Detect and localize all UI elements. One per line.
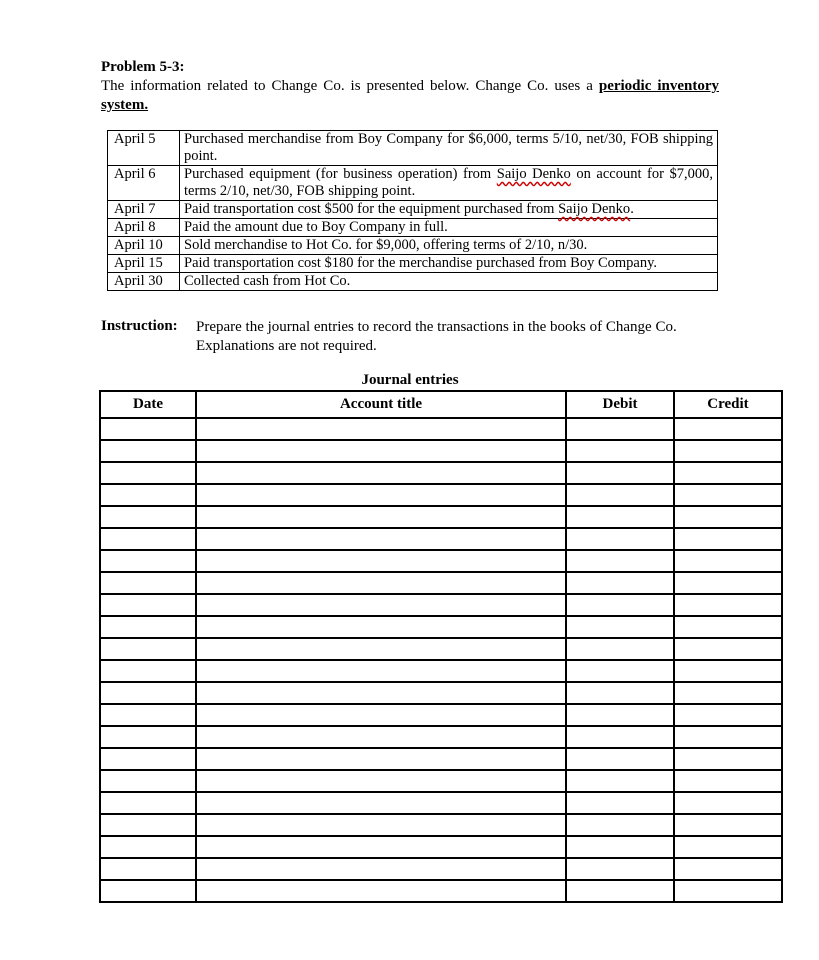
debit-cell[interactable] [566,770,674,792]
debit-cell[interactable] [566,572,674,594]
credit-header: Credit [674,391,782,418]
journal-row [100,506,782,528]
credit-cell[interactable] [674,440,782,462]
transaction-date: April 15 [108,255,180,273]
transaction-text-part: . [630,201,634,217]
account-title-cell[interactable] [196,484,566,506]
journal-row [100,594,782,616]
journal-row [100,770,782,792]
transaction-row [108,273,718,291]
debit-cell[interactable] [566,748,674,770]
account-title-cell[interactable] [196,440,566,462]
date-header: Date [100,391,196,418]
account-title-header: Account title [196,391,566,418]
date-cell[interactable] [100,594,196,616]
transaction-text [180,201,718,219]
credit-cell[interactable] [674,858,782,880]
journal-row [100,550,782,572]
credit-cell[interactable] [674,770,782,792]
journal-row [100,726,782,748]
account-title-cell[interactable] [196,792,566,814]
transaction-text: Purchased merchandise from Boy Company for $6,000, terms 5/10, net/30, FOB shipping point. [180,131,718,166]
credit-cell[interactable] [674,792,782,814]
credit-cell[interactable] [674,726,782,748]
credit-cell[interactable] [674,506,782,528]
account-title-cell[interactable] [196,572,566,594]
transaction-text: Paid transportation cost $180 for the merchandise purchased from Boy Company. [180,255,718,273]
journal-row [100,440,782,462]
account-title-cell[interactable] [196,638,566,660]
transaction-date: April 8 [108,219,180,237]
journal-title: Journal entries [361,372,459,388]
credit-cell[interactable] [674,484,782,506]
account-title-cell[interactable] [196,506,566,528]
account-title-cell[interactable] [196,836,566,858]
transaction-row [108,201,718,219]
date-cell[interactable] [100,418,196,440]
intro-text: The information related to Change Co. is presented below. Change Co. uses a [101,78,599,94]
credit-cell[interactable] [674,660,782,682]
debit-cell[interactable] [566,594,674,616]
transaction-text: Collected cash from Hot Co. [180,273,718,291]
debit-cell[interactable] [566,506,674,528]
credit-cell[interactable] [674,418,782,440]
journal-row [100,880,782,902]
date-cell[interactable] [100,814,196,836]
instruction-text: Prepare the journal entries to record the transactions in the books of Change Co. Explanations are not required. [196,319,677,354]
journal-body [100,418,782,902]
credit-cell[interactable] [674,572,782,594]
debit-cell[interactable] [566,484,674,506]
debit-cell[interactable] [566,792,674,814]
account-title-cell[interactable] [196,616,566,638]
journal-row [100,836,782,858]
journal-row [100,572,782,594]
journal-row [100,462,782,484]
credit-cell[interactable] [674,594,782,616]
debit-cell[interactable] [566,858,674,880]
transaction-text [180,166,718,201]
journal-row [100,660,782,682]
transaction-row [108,237,718,255]
vendor-name: Saijo Denko [496,166,571,182]
journal-header-row [100,391,782,418]
account-title-cell[interactable] [196,594,566,616]
journal-row [100,792,782,814]
transaction-text-part: Paid transportation cost $500 for the equipment purchased from [184,201,559,217]
credit-cell[interactable] [674,638,782,660]
debit-header: Debit [566,391,674,418]
date-cell[interactable] [100,528,196,550]
date-cell[interactable] [100,770,196,792]
debit-cell[interactable] [566,418,674,440]
account-title-cell[interactable] [196,770,566,792]
transaction-date: April 10 [108,237,180,255]
account-title-cell[interactable] [196,550,566,572]
debit-cell[interactable] [566,616,674,638]
transaction-row [108,166,718,201]
transaction-text-part: on account for $7,000, terms 2/10, net/30, FOB shipping point. [184,166,714,199]
transaction-row [108,219,718,237]
date-cell[interactable] [100,660,196,682]
transaction-date: April 7 [108,201,180,219]
debit-cell[interactable] [566,638,674,660]
journal-row [100,858,782,880]
credit-cell[interactable] [674,528,782,550]
account-title-cell[interactable] [196,858,566,880]
debit-cell[interactable] [566,528,674,550]
transaction-text: Paid the amount due to Boy Company in full. [180,219,718,237]
transactions-table [107,130,718,291]
journal-row [100,814,782,836]
debit-cell[interactable] [566,550,674,572]
debit-cell[interactable] [566,880,674,902]
credit-cell[interactable] [674,682,782,704]
problem-title: Problem 5-3: [101,59,185,75]
journal-row [100,748,782,770]
date-cell[interactable] [100,858,196,880]
credit-cell[interactable] [674,880,782,902]
account-title-cell[interactable] [196,462,566,484]
account-title-cell[interactable] [196,660,566,682]
journal-row [100,418,782,440]
transaction-date: April 6 [108,166,180,201]
transaction-text: Sold merchandise to Hot Co. for $9,000, offering terms of 2/10, n/30. [180,237,718,255]
date-cell[interactable] [100,792,196,814]
credit-cell[interactable] [674,748,782,770]
credit-cell[interactable] [674,814,782,836]
account-title-cell[interactable] [196,682,566,704]
journal-row [100,528,782,550]
credit-cell[interactable] [674,704,782,726]
debit-cell[interactable] [566,660,674,682]
date-cell[interactable] [100,748,196,770]
date-cell[interactable] [100,704,196,726]
account-title-cell[interactable] [196,814,566,836]
journal-row [100,682,782,704]
account-title-cell[interactable] [196,418,566,440]
credit-cell[interactable] [674,836,782,858]
date-cell[interactable] [100,682,196,704]
date-cell[interactable] [100,440,196,462]
transaction-date: April 30 [108,273,180,291]
journal-row [100,638,782,660]
transaction-row [108,255,718,273]
debit-cell[interactable] [566,682,674,704]
debit-cell[interactable] [566,814,674,836]
date-cell[interactable] [100,550,196,572]
date-cell[interactable] [100,726,196,748]
account-title-cell[interactable] [196,880,566,902]
credit-cell[interactable] [674,616,782,638]
debit-cell[interactable] [566,836,674,858]
debit-cell[interactable] [566,726,674,748]
journal-row [100,704,782,726]
intro-emphasis: periodic inventory system. [101,78,719,113]
vendor-name: Saijo Denko [558,201,631,217]
transaction-text-part: Purchased equipment (for business operation) from [184,166,497,182]
account-title-cell[interactable] [196,528,566,550]
debit-cell[interactable] [566,704,674,726]
debit-cell[interactable] [566,440,674,462]
date-cell[interactable] [100,462,196,484]
transaction-row [108,131,718,166]
date-cell[interactable] [100,616,196,638]
account-title-cell[interactable] [196,704,566,726]
instruction-label: Instruction: [101,318,178,334]
credit-cell[interactable] [674,550,782,572]
journal-row [100,484,782,506]
journal-row [100,616,782,638]
date-cell[interactable] [100,572,196,594]
date-cell[interactable] [100,506,196,528]
date-cell[interactable] [100,836,196,858]
date-cell[interactable] [100,484,196,506]
transaction-date: April 5 [108,131,180,166]
journal-table [99,390,783,903]
account-title-cell[interactable] [196,726,566,748]
account-title-cell[interactable] [196,748,566,770]
date-cell[interactable] [100,638,196,660]
date-cell[interactable] [100,880,196,902]
debit-cell[interactable] [566,462,674,484]
problem-intro [101,77,719,115]
credit-cell[interactable] [674,462,782,484]
